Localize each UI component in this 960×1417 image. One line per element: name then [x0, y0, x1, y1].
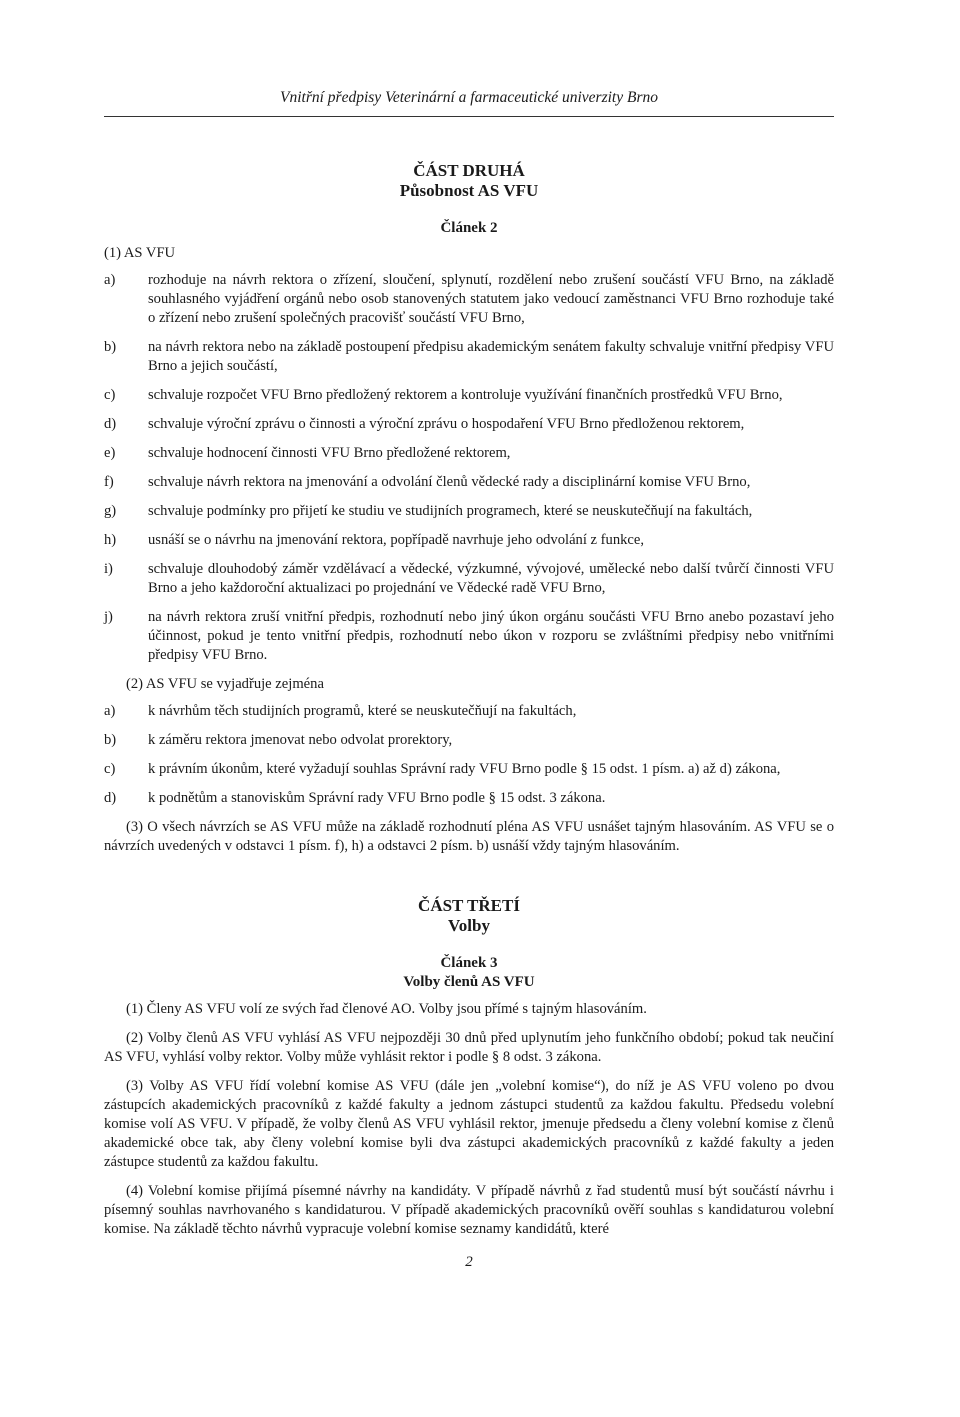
list-item-label: c)	[104, 761, 116, 777]
list-item-label: c)	[104, 387, 116, 403]
list-item-text: schvaluje podmínky pro přijetí ke studiu ve studijních programech, které se neuskutečňují na fakultách,	[148, 503, 753, 519]
list-item-label: d)	[104, 790, 117, 806]
list-item-label: g)	[104, 503, 117, 519]
list-item-label: j)	[104, 609, 113, 625]
part-two-subtitle: Působnost AS VFU	[399, 181, 539, 200]
article-2-title: Článek 2	[440, 220, 498, 236]
list-item-label: i)	[104, 561, 113, 577]
list-item	[104, 608, 834, 665]
list-item-label: a)	[104, 272, 116, 288]
list-item	[104, 731, 834, 750]
paragraph: (2) Volby členů AS VFU vyhlásí AS VFU nejpozději 30 dnů před uplynutím jeho funkčního období; pokud tak neučiní AS VFU, vyhlásí volby rektor. Volby může vyhlásit rektor i podle § 8 odst. 3 zákona.	[104, 1030, 834, 1065]
list-item	[104, 386, 834, 405]
list-item	[104, 444, 834, 463]
list-item-text: k právním úkonům, které vyžadují souhlas Správní rady VFU Brno podle § 15 odst. 1 písm. a) až d) zákona,	[148, 761, 781, 777]
paragraph: (4) Volební komise přijímá písemné návrhy na kandidáty. V případě návrhů z řad studentů musí být součástí návrhu i písemný souhlas navrhovaného s kandidaturou. V případě akademických pracovníků ověří souhlas s kandidaturou volební komise. Na základě těchto návrhů vypracuje volební komise seznamy kandidátů, které	[104, 1183, 834, 1237]
paragraph: (1) Členy AS VFU volí ze svých řad členové AO. Volby jsou přímé s tajným hlasováním.	[126, 1001, 647, 1017]
list-item	[104, 473, 834, 492]
list-item-text: k podnětům a stanoviskům Správní rady VFU Brno podle § 15 odst. 3 zákona.	[148, 790, 606, 806]
article-2-para-2-list	[104, 702, 834, 808]
running-header: Vnitřní předpisy Veterinární a farmaceutické univerzity Brno	[104, 88, 834, 117]
list-item-text: k návrhům těch studijních programů, které se neuskutečňují na fakultách,	[148, 703, 577, 719]
list-item-label: d)	[104, 416, 117, 432]
part-two-title: ČÁST DRUHÁ	[413, 161, 525, 180]
list-item-label: e)	[104, 445, 116, 461]
list-item	[104, 502, 834, 521]
list-item-label: b)	[104, 339, 117, 355]
part-three-title: ČÁST TŘETÍ	[418, 896, 520, 915]
list-item	[104, 338, 834, 376]
list-item-text: na návrh rektora nebo na základě postoupení předpisu akademickým senátem fakulty schvaluje vnitřní předpisy VFU Brno a jejich součástí,	[148, 339, 834, 374]
article-3-paragraphs	[104, 1000, 834, 1239]
list-item-text: rozhoduje na návrh rektora o zřízení, sloučení, splynutí, rozdělení nebo zrušení součástí VFU Brno, na základě souhlasného vyjádření orgánů nebo osob stanovených statutem jako vedoucí zaměstnanci VFU Brno rozhoduje také o zřízení nebo zrušení společných pracovišť součástí VFU Brno,	[148, 272, 834, 326]
article-2-para-2-intro: (2) AS VFU se vyjadřuje zejména	[126, 676, 324, 692]
article-2-para-3: (3) O všech návrzích se AS VFU může na základě rozhodnutí pléna AS VFU usnášet tajným hlasováním. AS VFU se o návrzích uvedených v odstavci 1 písm. f), h) a odstavci 2 písm. b) usnáší vždy tajným hlasováním.	[104, 819, 834, 854]
list-item-label: b)	[104, 732, 117, 748]
list-item-label: h)	[104, 532, 117, 548]
list-item-text: schvaluje výroční zprávu o činnosti a výroční zprávu o hospodaření VFU Brno předloženou rektorem,	[148, 416, 745, 432]
list-item-text: schvaluje návrh rektora na jmenování a odvolání členů vědecké rady a disciplinární komise VFU Brno,	[148, 474, 751, 490]
list-item-text: schvaluje rozpočet VFU Brno předložený rektorem a kontroluje využívání finančních prostředků VFU Brno,	[148, 387, 783, 403]
list-item-text: na návrh rektora zruší vnitřní předpis, rozhodnutí nebo jiný úkon orgánu součásti VFU Brno anebo pozastaví jeho účinnost, pokud je tento vnitřní předpis, rozhodnutí nebo úkon v rozporu se zvláštními předpisy nebo vnitřními předpisy VFU Brno.	[148, 609, 834, 663]
article-3-subtitle: Volby členů AS VFU	[403, 974, 535, 990]
document-page	[104, 88, 834, 1272]
list-item-text: schvaluje dlouhodobý záměr vzdělávací a vědecké, výzkumné, vývojové, umělecké nebo další tvůrčí činnosti VFU Brno a jeho každoroční aktualizaci po projednání ve Vědecké radě VFU Brno,	[148, 561, 834, 596]
paragraph: (3) Volby AS VFU řídí volební komise AS VFU (dále jen „volební komise“), do níž je AS VFU voleno po dvou zástupcích akademických pracovníků z každé fakulty a jednom zástupci studentů za každou fakultu. Předsedu volební komise volí AS VFU. V případě, že volby členů AS VFU vyhlásil rektor, jmenuje předsedu a členy volební komise z členů akademické obce tak, aby členy volební komise byli dva zástupci akademických pracovníků z každé fakulty a jeden zástupce studentů za každou fakultu.	[104, 1078, 834, 1170]
list-item	[104, 531, 834, 550]
article-3-title: Článek 3	[440, 955, 498, 971]
list-item-text: usnáší se o návrhu na jmenování rektora, popřípadě navrhuje jeho odvolání z funkce,	[148, 532, 645, 548]
list-item	[104, 560, 834, 598]
list-item	[104, 415, 834, 434]
part-three-subtitle: Volby	[448, 916, 490, 935]
article-2-para-1-list	[104, 271, 834, 665]
list-item	[104, 271, 834, 328]
list-item-label: a)	[104, 703, 116, 719]
list-item-label: f)	[104, 474, 114, 490]
list-item	[104, 789, 834, 808]
list-item	[104, 760, 834, 779]
list-item-text: k záměru rektora jmenovat nebo odvolat prorektory,	[148, 732, 453, 748]
list-item-text: schvaluje hodnocení činnosti VFU Brno předložené rektorem,	[148, 445, 511, 461]
list-item	[104, 702, 834, 721]
article-2-para-1-intro: (1) AS VFU	[104, 245, 176, 261]
page-number: 2	[465, 1254, 473, 1270]
